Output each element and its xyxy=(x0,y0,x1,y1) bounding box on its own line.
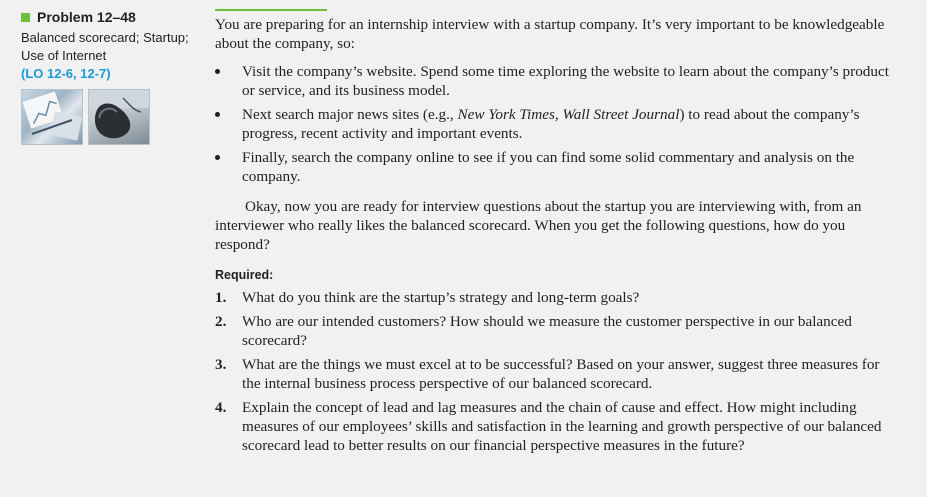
requirements-list xyxy=(215,288,891,455)
financial-documents-image xyxy=(21,89,83,145)
requirement-item xyxy=(215,312,891,350)
requirement-number: 2. xyxy=(215,313,227,330)
green-rule xyxy=(215,9,327,11)
problem-body xyxy=(215,14,891,460)
bullet-dot-icon xyxy=(215,112,220,117)
bullet-item: Visit the company’s website. Spend some time exploring the website to learn about the company’s product or service, and its business model. xyxy=(215,62,891,100)
bullet-list xyxy=(215,62,891,186)
news-sites-italic: New York Times, Wall Street Journal xyxy=(457,106,680,123)
problem-sidebar xyxy=(21,7,201,145)
requirement-number: 3. xyxy=(215,356,227,373)
problem-label: Problem 12–48 xyxy=(37,9,136,25)
requirement-text: Explain the concept of lead and lag measures and the chain of cause and effect. How might including measures of our employees’ skills and satisfaction in the learning and growth perspective of our balanced scorecard lead to better results on our financial perspective measures in the future? xyxy=(242,399,882,454)
bullet-item: Next search major news sites (e.g., New York Times, Wall Street Journal) to read about the company’s progress, recent activity and important events. xyxy=(215,105,891,143)
computer-mouse-image xyxy=(88,89,150,145)
requirement-number: 4. xyxy=(215,399,227,416)
okay-paragraph: Okay, now you are ready for interview questions about the startup you are interviewing with, from an interviewer who really likes the balanced scorecard. When you get the following questions, how do you respond? xyxy=(215,198,862,253)
requirement-number: 1. xyxy=(215,289,227,306)
thumbnail-row xyxy=(21,89,201,145)
problem-subtitle xyxy=(21,29,201,65)
bullet-dot-icon xyxy=(215,155,220,160)
learning-objectives: (LO 12-6, 12-7) xyxy=(21,66,111,81)
intro-paragraph: You are preparing for an internship interview with a startup company. It’s very important to be knowledgeable about the company, so: xyxy=(215,16,885,52)
problem-heading xyxy=(21,7,201,27)
required-heading: Required: xyxy=(215,268,274,282)
problem-subtitle-line2: Use of Internet xyxy=(21,48,107,63)
requirement-text: What do you think are the startup’s strategy and long-term goals? xyxy=(242,289,640,306)
requirement-text: Who are our intended customers? How should we measure the customer perspective in our balanced scorecard? xyxy=(242,313,852,349)
requirement-text: What are the things we must excel at to be successful? Based on your answer, suggest three measures for the internal business process perspective of our balanced scorecard. xyxy=(242,356,880,392)
requirement-item xyxy=(215,288,891,307)
bullet-item: Finally, search the company online to see if you can find some solid commentary and analysis on the company. xyxy=(215,148,891,186)
green-square-icon xyxy=(21,13,30,22)
requirement-item xyxy=(215,355,891,393)
bullet-dot-icon xyxy=(215,69,220,74)
problem-subtitle-line1: Balanced scorecard; Startup; xyxy=(21,30,189,45)
requirement-item xyxy=(215,398,891,455)
